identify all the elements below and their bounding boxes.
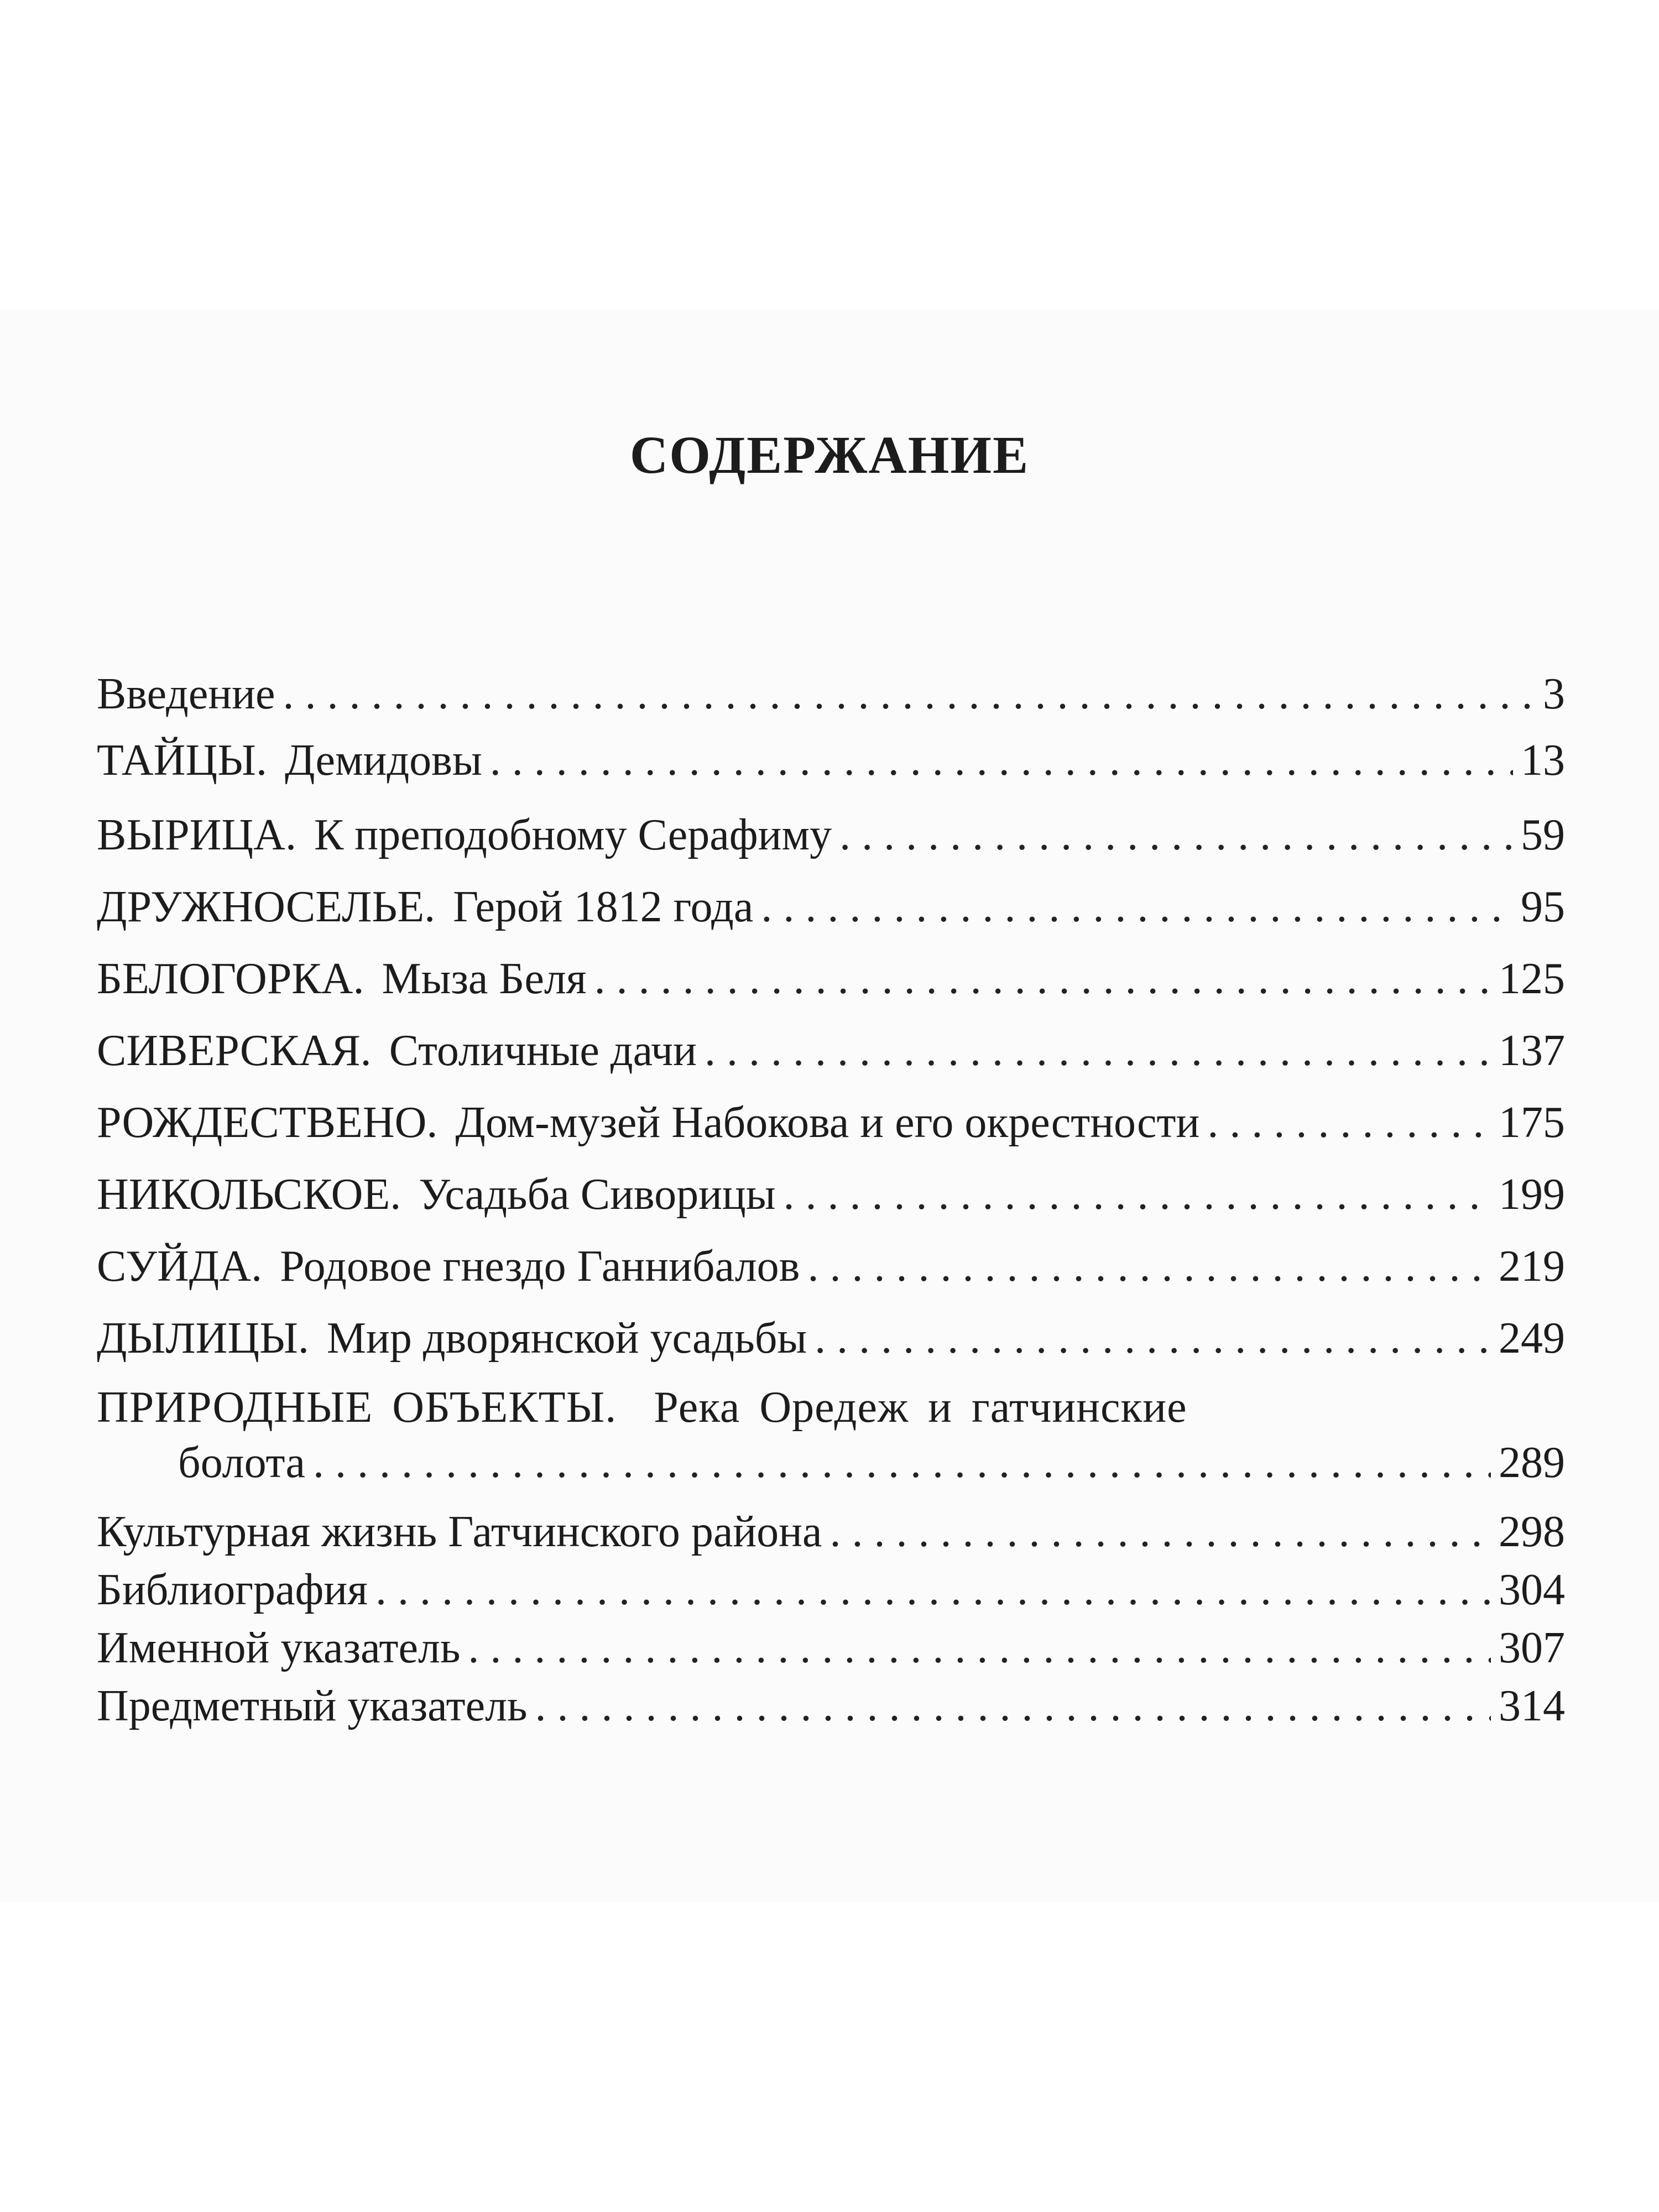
dot-leader bbox=[1207, 1100, 1491, 1145]
entry-subtitle: Мыза Беля bbox=[382, 954, 587, 1003]
toc-entry bbox=[97, 1507, 1565, 1556]
entry-title: ДЫЛИЦЫ. bbox=[97, 1314, 309, 1363]
toc-entry bbox=[97, 1100, 1565, 1145]
entry-title: Культурная жизнь Гатчинского района bbox=[97, 1507, 822, 1556]
page-number: 3 bbox=[1543, 670, 1565, 718]
page-number: 219 bbox=[1499, 1242, 1565, 1291]
page-number: 298 bbox=[1499, 1507, 1565, 1556]
page-number: 137 bbox=[1499, 1026, 1565, 1075]
dot-leader bbox=[839, 813, 1513, 857]
entry-subtitle: Герой 1812 года bbox=[453, 883, 754, 931]
entry-title: ДРУЖНОСЕЛЬЕ. bbox=[97, 883, 436, 931]
page-number: 95 bbox=[1521, 883, 1565, 931]
entry-title: Именной указатель bbox=[97, 1624, 461, 1672]
dot-leader bbox=[468, 1626, 1491, 1670]
page-number: 307 bbox=[1499, 1624, 1565, 1672]
toc-entry bbox=[97, 736, 1565, 785]
dot-leader bbox=[375, 1568, 1491, 1612]
toc-entry bbox=[97, 1026, 1565, 1075]
entry-title: РОЖДЕСТВЕНО. bbox=[97, 1098, 438, 1147]
dot-leader bbox=[815, 1316, 1491, 1360]
toc-entry bbox=[97, 1626, 1565, 1670]
toc-entry bbox=[97, 1568, 1565, 1612]
entry-title: СУЙДА. bbox=[97, 1242, 263, 1291]
toc-entry bbox=[97, 954, 1565, 1003]
toc-entry bbox=[97, 813, 1565, 857]
dot-leader bbox=[535, 1684, 1491, 1728]
toc-entry-line-one bbox=[97, 1385, 1565, 1430]
page-number: 289 bbox=[1499, 1438, 1565, 1487]
entry-title: ПРИРОДНЫЕ ОБЪЕКТЫ. bbox=[97, 1383, 617, 1432]
entry-subtitle: Столичные дачи bbox=[389, 1026, 697, 1075]
entry-subtitle: Родовое гнездо Ганнибалов bbox=[280, 1242, 800, 1291]
page-number: 199 bbox=[1499, 1170, 1565, 1219]
dot-leader bbox=[783, 1172, 1491, 1217]
entry-subtitle-continued: болота bbox=[178, 1438, 305, 1487]
toc-entry bbox=[97, 885, 1565, 929]
entry-subtitle: Река Оредеж и гатчинские bbox=[654, 1383, 1187, 1432]
page-number: 125 bbox=[1499, 954, 1565, 1003]
entry-subtitle: Дом-музей Набокова и его окрестности bbox=[455, 1098, 1200, 1147]
entry-title: Введение bbox=[97, 670, 275, 718]
page-number: 59 bbox=[1521, 811, 1565, 859]
entry-subtitle: Мир дворянской усадьбы bbox=[326, 1314, 807, 1363]
dot-leader bbox=[313, 1441, 1491, 1485]
entry-title: БЕЛОГОРКА. bbox=[97, 954, 364, 1003]
entry-title: СИВЕРСКАЯ. bbox=[97, 1026, 372, 1075]
dot-leader bbox=[490, 738, 1513, 782]
dot-leader bbox=[807, 1244, 1491, 1288]
entry-subtitle: К преподобному Серафиму bbox=[314, 811, 832, 859]
entry-title: ВЫРИЦА. bbox=[97, 811, 296, 859]
page-number: 314 bbox=[1499, 1682, 1565, 1730]
page-number: 249 bbox=[1499, 1314, 1565, 1363]
toc-entry bbox=[97, 1314, 1565, 1363]
contents-heading: СОДЕРЖАНИЕ bbox=[629, 425, 1030, 484]
dot-leader bbox=[761, 885, 1513, 929]
entry-subtitle: Демидовы bbox=[284, 736, 482, 785]
entry-title: НИКОЛЬСКОЕ. bbox=[97, 1170, 401, 1219]
entry-title: ТАЙЦЫ. bbox=[97, 736, 267, 785]
toc-entry-line-two bbox=[178, 1438, 1565, 1487]
dot-leader bbox=[594, 957, 1491, 1001]
toc-entry bbox=[97, 1172, 1565, 1217]
toc-entry bbox=[97, 672, 1565, 716]
entry-title: Предметный указатель bbox=[97, 1682, 528, 1730]
page-number: 304 bbox=[1499, 1566, 1565, 1614]
page-number: 175 bbox=[1499, 1098, 1565, 1147]
entry-subtitle: Усадьба Сиворицы bbox=[419, 1170, 776, 1219]
entry-title: Библиография bbox=[97, 1566, 368, 1614]
toc-entry bbox=[97, 1684, 1565, 1728]
page-number: 13 bbox=[1521, 736, 1565, 785]
dot-leader bbox=[283, 672, 1535, 716]
dot-leader bbox=[830, 1510, 1491, 1554]
dot-leader bbox=[705, 1029, 1491, 1073]
toc-entry bbox=[97, 1242, 1565, 1291]
